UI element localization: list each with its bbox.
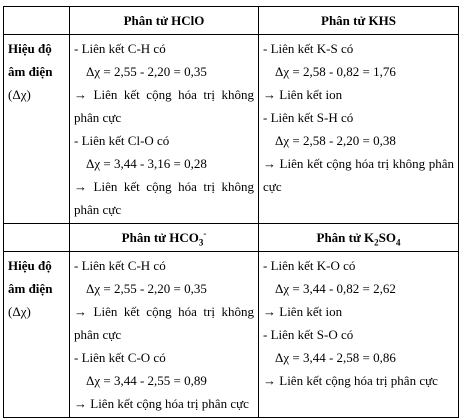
header-hco3	[70, 224, 259, 252]
row-label-symbol: (Δχ)	[8, 304, 31, 319]
result-line: → Liên kết cộng hóa trị không phân cực	[74, 304, 254, 342]
table-row	[4, 35, 459, 224]
header-subscript: 2	[374, 237, 379, 248]
row-label-electronegativity	[4, 252, 70, 418]
header-text: Phân tử K	[316, 230, 375, 245]
delta-line: Δχ = 3,44 - 2,55 = 0,89	[86, 373, 207, 388]
result-line: → Liên kết ion	[263, 304, 343, 319]
delta-line: Δχ = 2,55 - 2,20 = 0,35	[86, 64, 207, 79]
header-row-1	[4, 7, 459, 35]
bond-line: - Liên kết S-O có	[263, 327, 354, 342]
header-khs: Phân tử KHS	[259, 7, 459, 35]
row-label-electronegativity	[4, 35, 70, 224]
bond-line: - Liên kết C-H có	[74, 41, 166, 56]
row-label-line: Hiệu độ	[8, 258, 52, 273]
result-line: → Liên kết cộng hóa trị phân cực	[74, 396, 249, 411]
row-label-line: Hiệu độ	[8, 41, 52, 56]
cell-hclo	[70, 35, 259, 224]
header-k2so4	[259, 224, 459, 252]
bond-line: - Liên kết Cl-O có	[74, 133, 170, 148]
delta-line: Δχ = 3,44 - 0,82 = 2,62	[275, 281, 396, 296]
corner-cell	[4, 7, 70, 35]
result-line: → Liên kết cộng hóa trị phân cực	[263, 373, 438, 388]
row-label-line: âm điện	[8, 281, 53, 296]
result-line: → Liên kết cộng hóa trị không phân cực	[74, 179, 254, 217]
header-superscript: -	[203, 228, 207, 239]
header-text: SO	[378, 230, 396, 245]
cell-hco3	[70, 252, 259, 418]
delta-line: Δχ = 3,44 - 3,16 = 0,28	[86, 156, 207, 171]
delta-line: Δχ = 2,55 - 2,20 = 0,35	[86, 281, 207, 296]
table-row	[4, 252, 459, 418]
header-subscript: 3	[198, 237, 204, 248]
row-label-symbol: (Δχ)	[8, 87, 31, 102]
bond-line: - Liên kết C-O có	[74, 350, 166, 365]
bond-line: - Liên kết K-S có	[263, 41, 354, 56]
header-subscript: 4	[396, 237, 401, 248]
bond-line: - Liên kết K-O có	[263, 258, 356, 273]
result-line: → Liên kết cộng hóa trị không phân cực	[263, 156, 454, 194]
corner-cell	[4, 224, 70, 252]
bond-line: - Liên kết C-H có	[74, 258, 166, 273]
header-hclo: Phân tử HClO	[70, 7, 259, 35]
result-line: → Liên kết cộng hóa trị không phân cực	[74, 87, 254, 125]
cell-k2so4	[259, 252, 459, 418]
header-row-2	[4, 224, 459, 252]
result-line: → Liên kết ion	[263, 87, 343, 102]
delta-line: Δχ = 2,58 - 0,82 = 1,76	[275, 64, 396, 79]
cell-khs	[259, 35, 459, 224]
bond-line: - Liên kết S-H có	[263, 110, 354, 125]
bond-comparison-table	[3, 6, 459, 418]
delta-line: Δχ = 3,44 - 2,58 = 0,86	[275, 350, 396, 365]
row-label-line: âm điện	[8, 64, 53, 79]
header-text: Phân tử HCO	[121, 230, 199, 245]
delta-line: Δχ = 2,58 - 2,20 = 0,38	[275, 133, 396, 148]
